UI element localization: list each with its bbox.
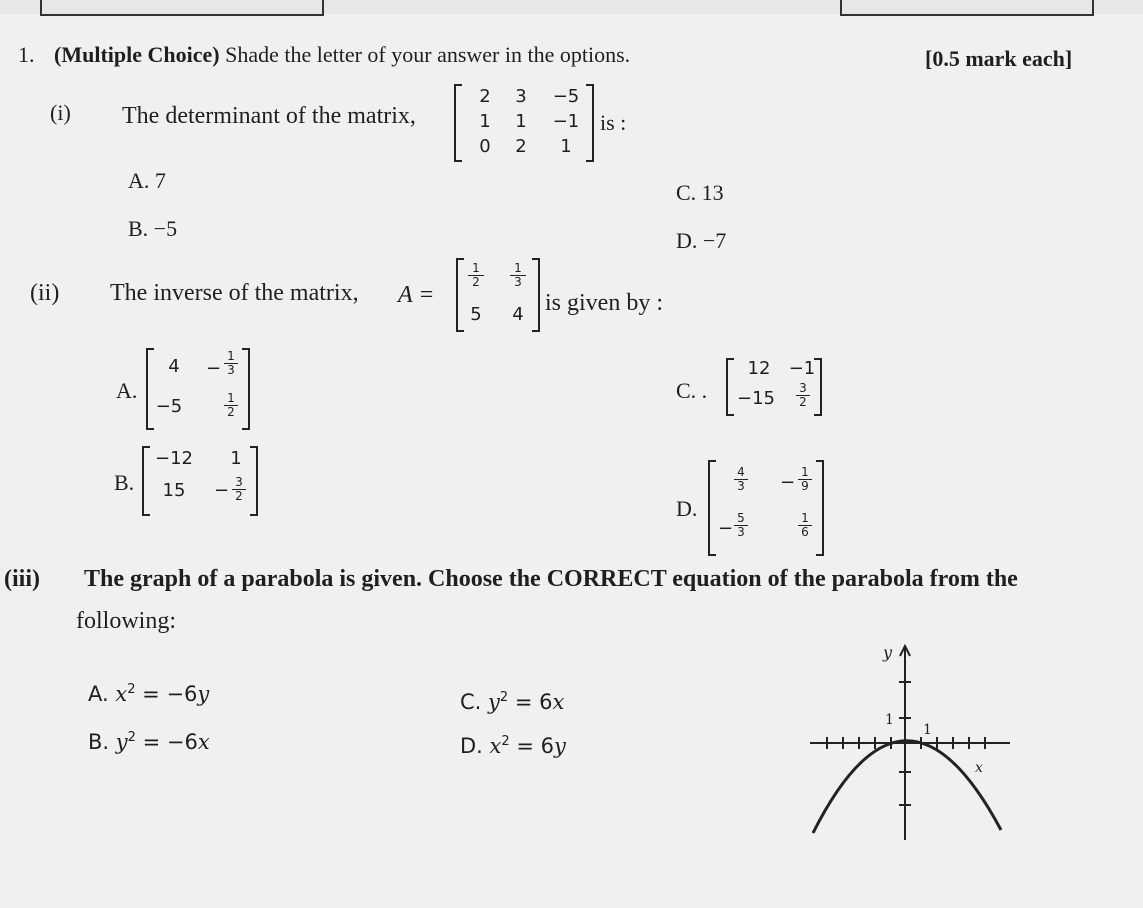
instruction-text: Shade the letter of your answer in the options. bbox=[219, 42, 631, 67]
q2-m21: 5 bbox=[470, 304, 482, 325]
q2-b-m12: 1 bbox=[230, 448, 242, 469]
q1-matrix bbox=[454, 84, 594, 162]
q1-label: (i) bbox=[50, 100, 71, 125]
q1-m23: −1 bbox=[552, 111, 580, 132]
y-axis-label: y bbox=[883, 643, 893, 662]
q3-option-d[interactable]: D. $x^2 = 6y$ bbox=[460, 734, 566, 758]
instruction-bold: (Multiple Choice) bbox=[54, 42, 220, 67]
question-number: 1. bbox=[18, 42, 35, 67]
q2-b-m22: $\frac{3}{2}$ bbox=[232, 476, 246, 503]
q2-option-a-matrix[interactable] bbox=[146, 348, 250, 430]
q2-d-m21: $\frac{5}{3}$ bbox=[734, 512, 748, 539]
top-box-right bbox=[840, 0, 1094, 16]
q2-option-a-label[interactable]: A. bbox=[116, 378, 138, 403]
q2-d-m22: $\frac{1}{6}$ bbox=[798, 512, 812, 539]
instruction bbox=[54, 42, 630, 68]
q2-d-m21-sign: − bbox=[718, 518, 734, 539]
q3-text-line2: following: bbox=[76, 608, 176, 634]
q2-a-m11: 4 bbox=[168, 356, 180, 377]
q2-option-b-matrix[interactable] bbox=[142, 446, 258, 516]
q3-label: (iii) bbox=[4, 566, 40, 592]
q2-a-m22: $\frac{1}{2}$ bbox=[224, 392, 238, 419]
q1-m13: −5 bbox=[552, 86, 580, 107]
x-tick-label: 1 bbox=[923, 722, 932, 738]
q2-text: The inverse of the matrix, bbox=[110, 280, 359, 306]
q1-suffix: is : bbox=[600, 110, 627, 135]
q1-m22: 1 bbox=[515, 111, 527, 132]
q1-option-c[interactable]: C. 13 bbox=[676, 180, 724, 205]
q2-suffix: is given by : bbox=[545, 290, 663, 316]
q2-c-m12: −1 bbox=[788, 358, 816, 379]
q2-b-m22-sign: − bbox=[214, 480, 230, 501]
q2-option-b-label[interactable]: B. bbox=[114, 470, 135, 495]
q2-c-m11: 12 bbox=[747, 358, 771, 379]
q2-b-m11: −12 bbox=[155, 448, 193, 469]
q3-option-b[interactable]: B. $y^2 = -6x$ bbox=[88, 730, 210, 754]
q1-option-a[interactable]: A. 7 bbox=[128, 168, 166, 193]
q1-option-b[interactable]: B. −5 bbox=[128, 216, 178, 241]
q2-b-m21: 15 bbox=[162, 480, 186, 501]
q1-m21: 1 bbox=[479, 111, 491, 132]
q1-m12: 3 bbox=[515, 86, 527, 107]
q2-d-m12: $\frac{1}{9}$ bbox=[798, 466, 812, 493]
q1-text: The determinant of the matrix, bbox=[122, 103, 416, 129]
y-tick-label: 1 bbox=[885, 712, 894, 728]
q2-a-m21: −5 bbox=[155, 396, 183, 417]
q2-d-m12-sign: − bbox=[780, 472, 796, 493]
q1-option-d[interactable]: D. −7 bbox=[676, 228, 727, 253]
q2-c-m22: $\frac{3}{2}$ bbox=[796, 382, 810, 409]
marks-label: [0.5 mark each] bbox=[925, 46, 1073, 71]
x-axis-label: x bbox=[975, 760, 983, 776]
q3-option-a[interactable]: A. $x^2 = -6y$ bbox=[88, 682, 210, 706]
q2-matrix bbox=[456, 258, 540, 332]
q2-c-m21: −15 bbox=[737, 388, 775, 409]
q3-option-c[interactable]: C. $y^2 = 6x$ bbox=[460, 690, 565, 714]
q2-d-m11: $\frac{4}{3}$ bbox=[734, 466, 748, 493]
q2-a-m12: $\frac{1}{3}$ bbox=[224, 350, 238, 377]
q1-m11: 2 bbox=[479, 86, 491, 107]
q2-var: A = bbox=[398, 282, 435, 308]
q2-label: (ii) bbox=[30, 280, 60, 306]
parabola-curve bbox=[813, 741, 1001, 833]
q2-m11: $\frac{1}{2}$ bbox=[468, 262, 484, 289]
q3-text-line1: The graph of a parabola is given. Choose the CORRECT equation of the parabola from the bbox=[84, 566, 1018, 592]
parabola-graph bbox=[805, 640, 1035, 850]
q2-option-c-label[interactable]: C. . bbox=[676, 378, 708, 403]
q1-m32: 2 bbox=[515, 136, 527, 157]
q2-m12: $\frac{1}{3}$ bbox=[510, 262, 526, 289]
q2-a-m12-sign: − bbox=[206, 358, 222, 379]
q1-m31: 0 bbox=[479, 136, 491, 157]
q1-m33: 1 bbox=[560, 136, 572, 157]
q2-m22: 4 bbox=[512, 304, 524, 325]
q2-option-d-label[interactable]: D. bbox=[676, 496, 698, 521]
q2-option-c-matrix[interactable] bbox=[726, 358, 822, 416]
top-box-left bbox=[40, 0, 324, 16]
q2-option-d-matrix[interactable] bbox=[708, 460, 824, 556]
